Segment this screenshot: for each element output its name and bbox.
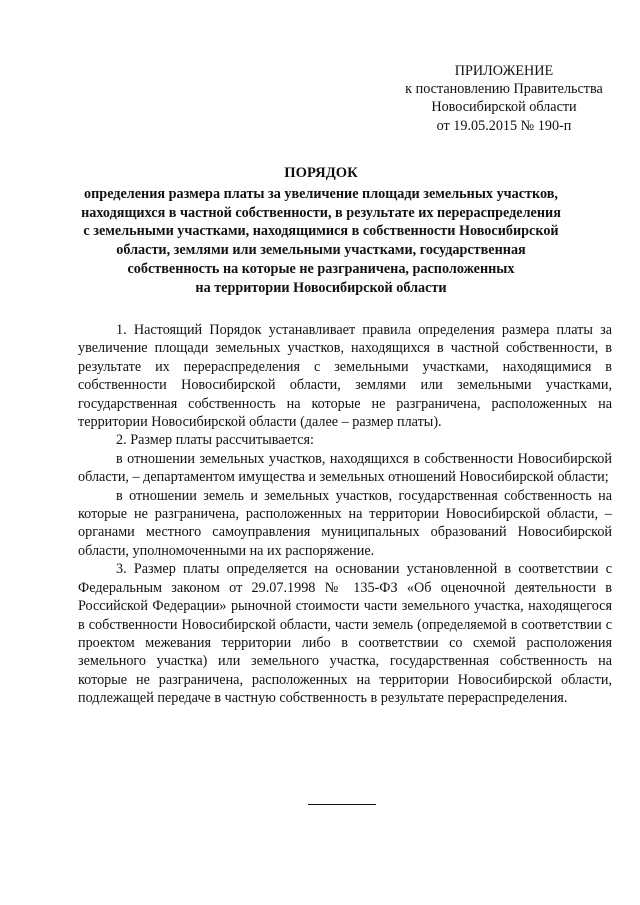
paragraph-2-item-municipal: в отношении земель и земельных участков, государственная собственность на которые не разграничена, расположенных на территории Новосибирской области, – органами местного самоуправления муниципальных образований Новосибирской области, уполномоченными на их распоряжение. [78,487,612,559]
document-subtitle-line: с земельными участками, находящимися в собственности Новосибирской [83,223,559,240]
paragraph-1: 1. Настоящий Порядок устанавливает правила определения размера платы за увеличение площади земельных участков, находящихся в частной собственности, в результате их перераспределения с земельными участками, находящимися в собственности Новосибирской области, землями или земельными участками, государственная собственность на которые не разграничена, расположенных на территории Новосибирской области (далее – размер платы). [78,322,612,431]
paragraph-3: 3. Размер платы определяется на основании установленной в соответствии с Федеральным законом от 29.07.1998 № 135-ФЗ «Об оценочной деятельности в Российской Федерации» рыночной стоимости части земельного участка, находящегося в собственности Новосибирской области, части земель (определяемой в соответствии с проектом межевания территории либо в соответствии со схемой расположения земельного участка) или земельного участка, государственная собственность на которые не разграничена, расположенных на территории Новосибирской области, подлежащей передаче в частную собственность в результате перераспределения. [78,561,612,707]
appendix-decree-line: к постановлению Правительства [405,81,603,98]
end-of-document-rule [308,804,376,805]
appendix-region-line: Новосибирской области [431,99,577,116]
document-subtitle-line: собственность на которые не разграничена, расположенных [127,260,515,277]
paragraph-2: 2. Размер платы рассчитывается: [116,432,314,449]
document-subtitle-line: определения размера платы за увеличение площади земельных участков, [84,186,558,202]
document-title: ПОРЯДОК [284,165,358,181]
paragraph-2-item-regional: в отношении земельных участков, находящихся в собственности Новосибирской области, – департаментом имущества и земельных отношений Новосибирской области; [78,450,612,486]
document-body [78,321,612,708]
appendix-label: ПРИЛОЖЕНИЕ [454,63,554,79]
document-title-block [60,163,582,297]
appendix-header [394,62,614,135]
document-subtitle-line: на территории Новосибирской области [195,279,447,296]
appendix-date-number-line: от 19.05.2015 № 190-п [436,117,572,134]
document-subtitle-line: области, землями или земельными участками, государственная [116,242,526,259]
document-subtitle-line: находящихся в частной собственности, в результате их перераспределения [81,204,561,221]
